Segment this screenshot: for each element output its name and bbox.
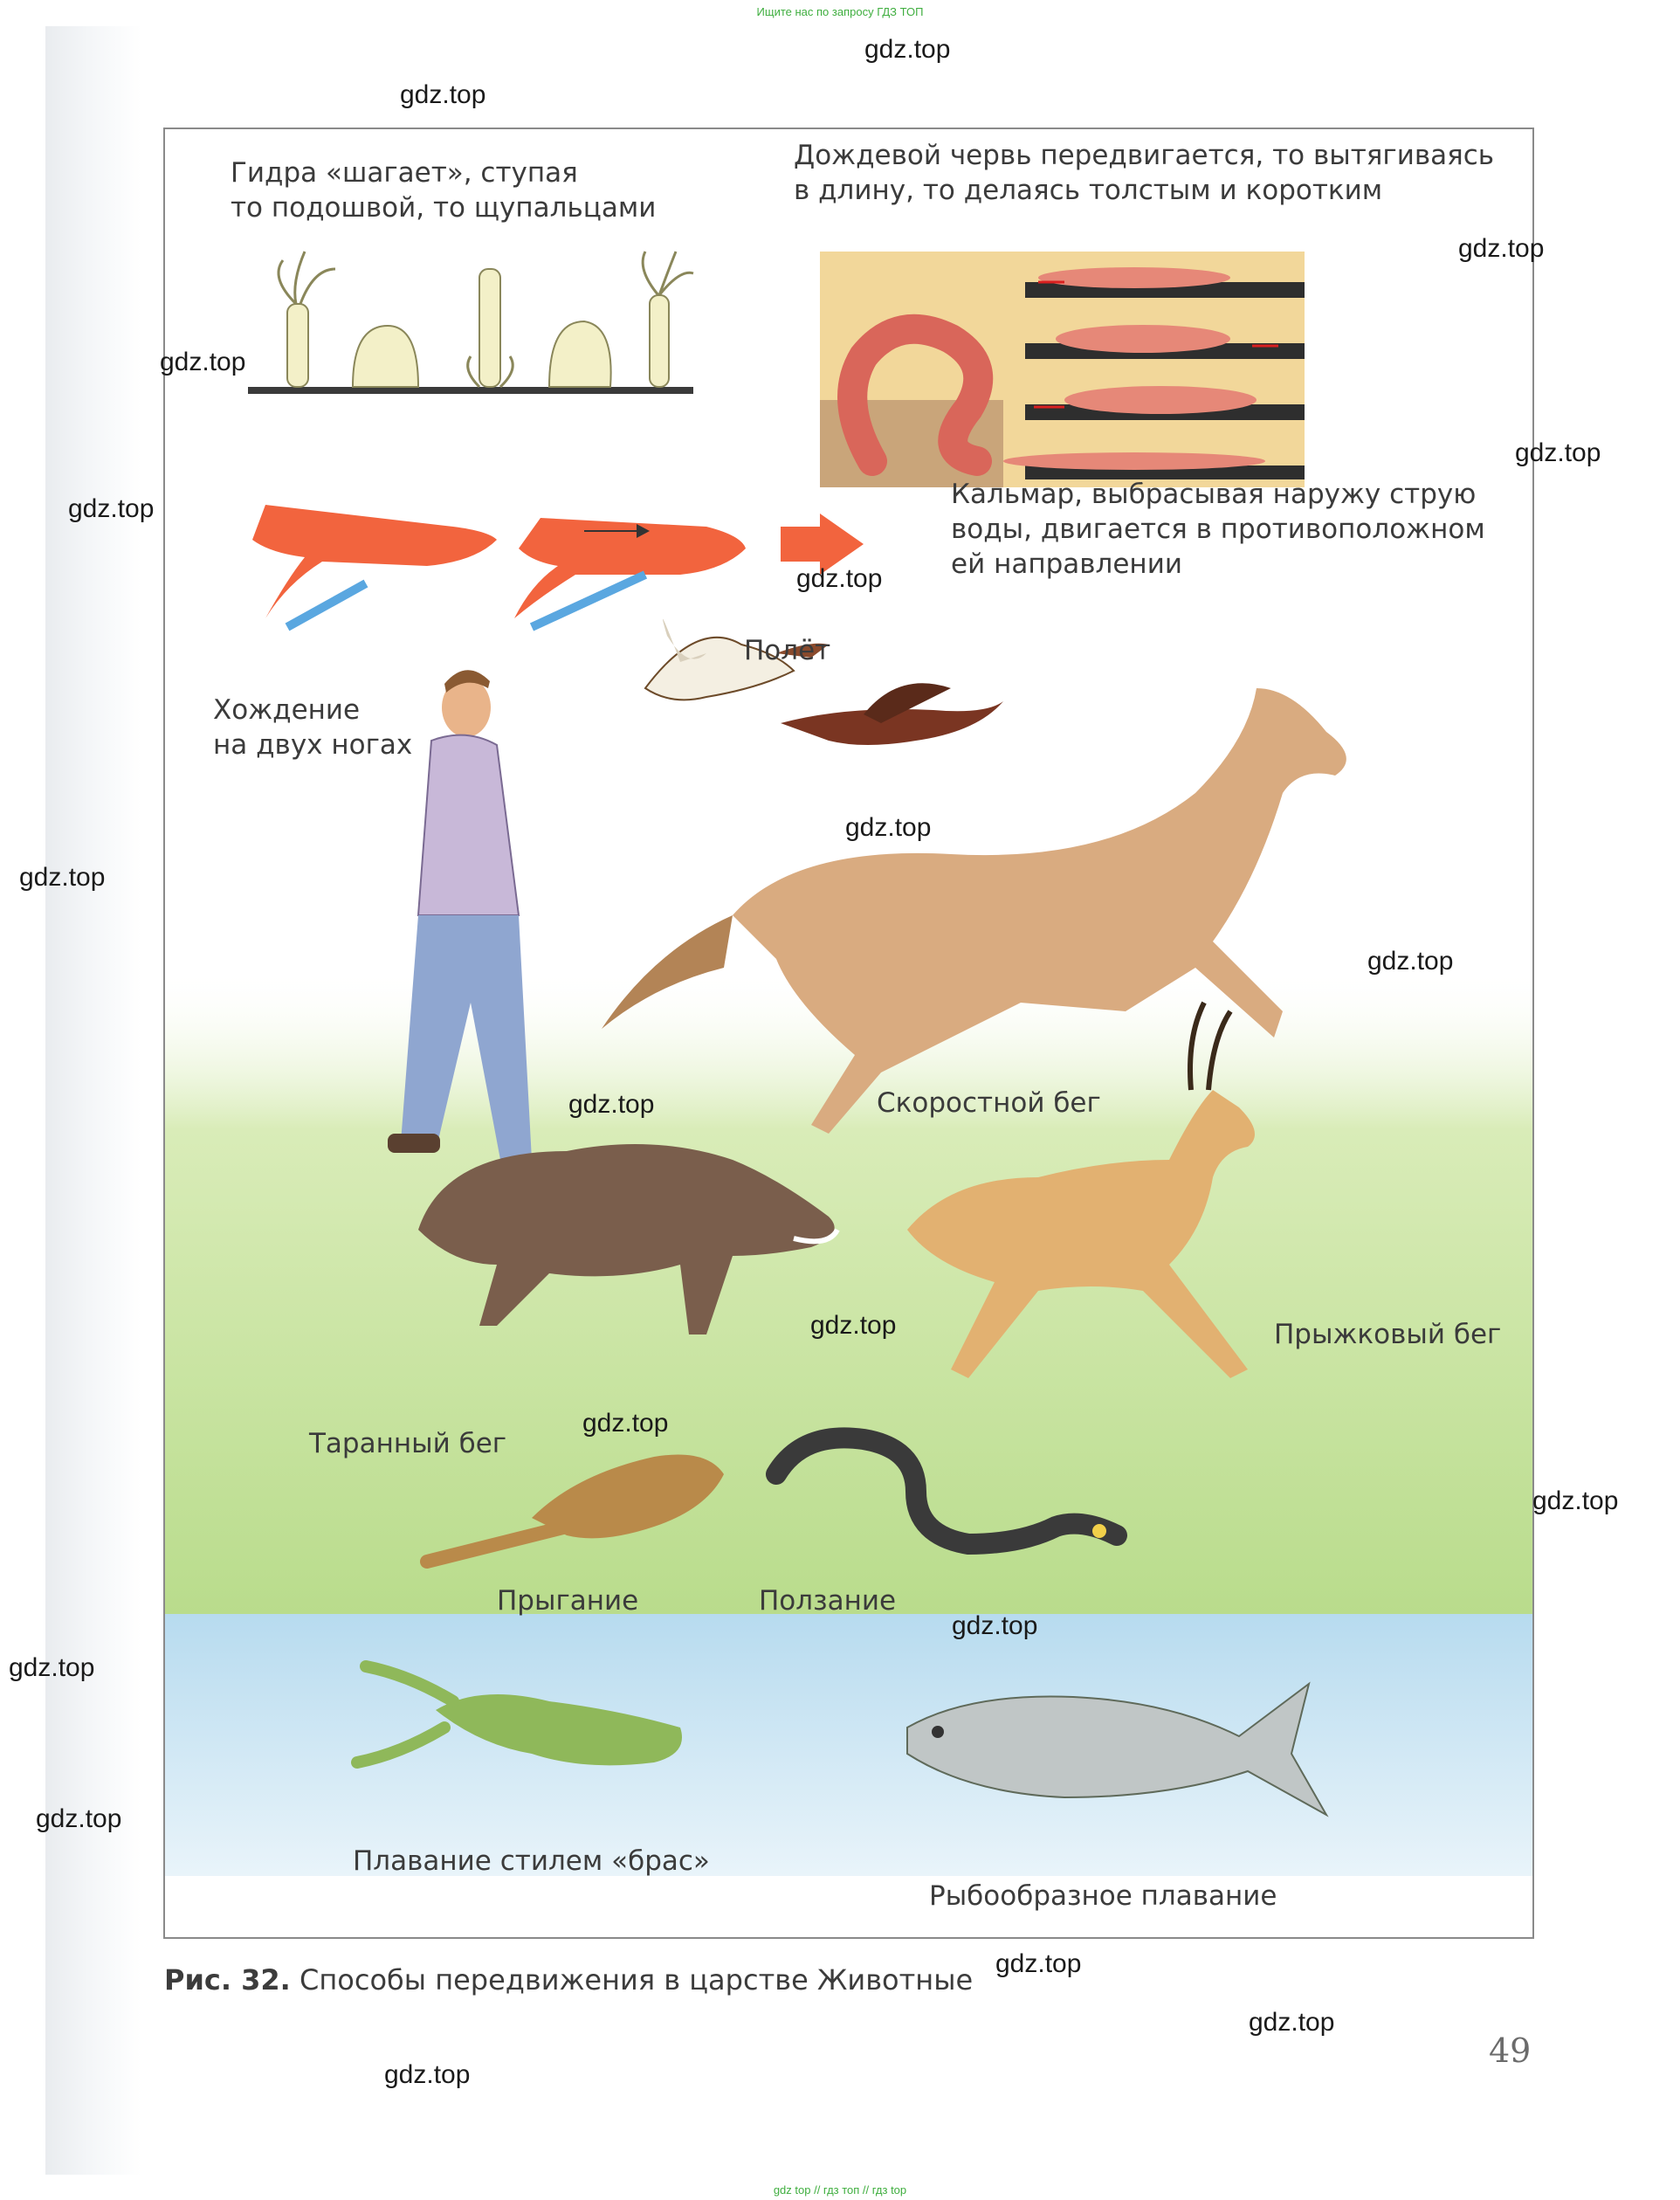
figure-illustration [165,129,1532,1937]
worm-label-line-1: Дождевой червь передвигается, то вытягиваясь [794,140,1495,171]
figure-caption [164,1963,973,1997]
walking-label-line-1: Хождение [213,694,361,726]
squid-label-line-1: Кальмар, выбрасывая наружу струю [951,479,1477,510]
fast-run-label: Скоростной бег [877,1087,1101,1119]
page-number: 49 [1489,2031,1532,2070]
watermark: gdz.top [952,1611,1038,1640]
crawling-label: Ползание [759,1585,897,1617]
watermark: gdz.top [384,2060,471,2089]
figure-caption-text: Способы передвижения в царстве Животные [300,1963,974,1997]
watermark: gdz.top [1249,2008,1335,2037]
walking-label-line-2: на двух ногах [213,729,413,761]
figure-32 [163,128,1534,1939]
watermark: gdz.top [810,1311,897,1340]
watermark: gdz.top [9,1653,95,1682]
squid-label-line-3: ей направлении [951,548,1182,580]
hydra-illustration [248,252,693,394]
flight-label: Полёт [744,635,831,666]
bottom-banner: gdz top // гдз топ // гдз top [773,2183,907,2197]
watermark: gdz.top [582,1409,669,1438]
squid-illustration [252,505,864,627]
watermark: gdz.top [19,863,106,892]
watermark: gdz.top [995,1949,1082,1978]
jumping-label: Прыгание [497,1585,639,1617]
hydra-label-line-2: то подошвой, то щупальцами [231,192,657,224]
watermark: gdz.top [845,813,932,842]
figure-number: Рис. 32. [164,1963,291,1997]
watermark: gdz.top [568,1090,655,1119]
top-banner: Ищите нас по запросу ГДЗ ТОП [756,5,924,18]
watermark: gdz.top [1458,234,1545,263]
watermark: gdz.top [1532,1486,1619,1515]
watermark: gdz.top [36,1804,122,1833]
watermark: gdz.top [796,564,883,593]
breaststroke-label: Плавание стилем «брас» [353,1845,710,1877]
water-background [165,1614,1532,1876]
earthworm-illustration [820,252,1305,487]
fish-swim-label: Рыбообразное плавание [929,1880,1277,1912]
ram-run-label: Таранный бег [309,1428,507,1459]
watermark: gdz.top [68,494,155,523]
jump-run-label: Прыжковый бег [1274,1319,1502,1350]
hydra-label-line-1: Гидра «шагает», ступая [231,157,578,189]
squid-label-line-2: воды, двигается в противоположном [951,514,1485,545]
watermark: gdz.top [1515,438,1601,467]
worm-label-line-2: в длину, то делаясь толстым и коротким [794,175,1383,206]
watermark: gdz.top [400,80,486,109]
grass-background [165,968,1532,1614]
watermark: gdz.top [864,35,951,64]
watermark: gdz.top [1367,947,1454,976]
watermark: gdz.top [160,348,246,376]
page-binding-shadow [45,26,141,2175]
